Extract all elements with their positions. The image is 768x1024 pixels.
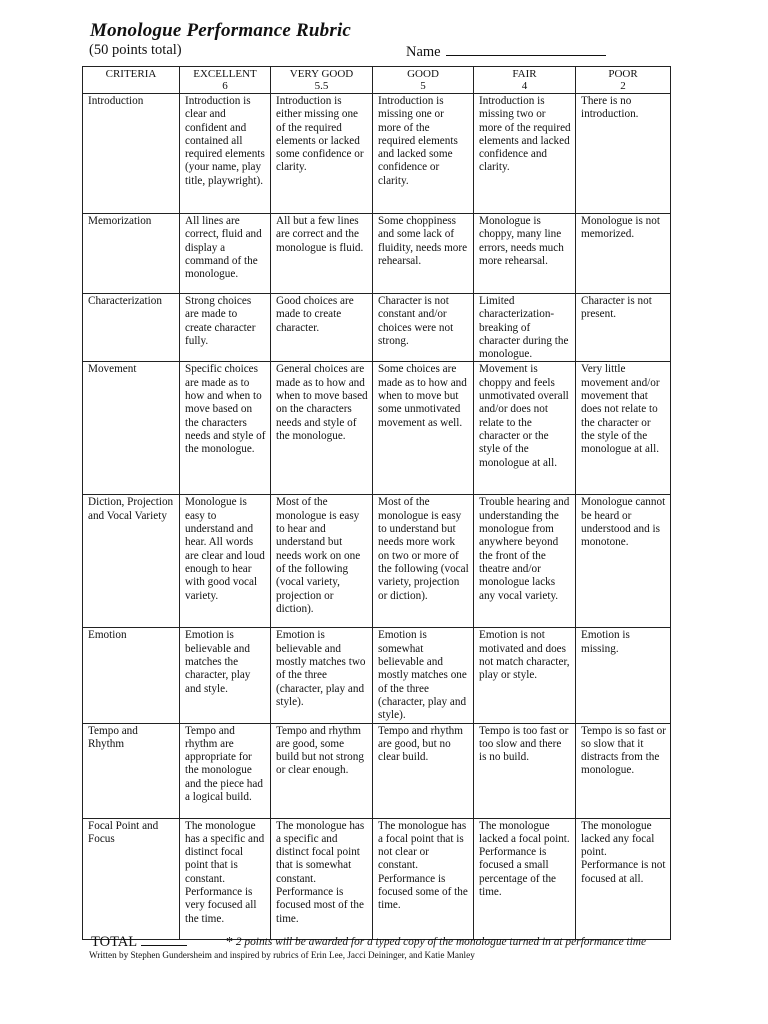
- total-label: TOTAL: [91, 934, 138, 950]
- criteria-cell: Emotion: [83, 628, 180, 723]
- fair-cell: Monologue is choppy, many line errors, needs much more rehearsal.: [474, 214, 576, 294]
- poor-cell: The monologue lacked any focal point. Performance is not focused at all.: [576, 818, 671, 939]
- good-cell: Tempo and rhythm are good, but no clear build.: [373, 723, 474, 818]
- very-good-cell: Emotion is believable and mostly matches two of the three (character, play and style).: [271, 628, 373, 723]
- good-cell: Character is not constant and/or choices were not strong.: [373, 294, 474, 362]
- fair-cell: Tempo is too fast or too slow and there is no build.: [474, 723, 576, 818]
- excellent-cell: Specific choices are made as to how and when to move based on the characters needs and style of the monologue.: [180, 362, 271, 495]
- very-good-cell: The monologue has a specific and distinct focal point that is somewhat constant. Performance is focused most of the time.: [271, 818, 373, 939]
- poor-cell: Monologue cannot be heard or understood and is monotone.: [576, 495, 671, 628]
- fair-cell: Emotion is not motivated and does not match character, play or style.: [474, 628, 576, 723]
- page-title: Monologue Performance Rubric: [90, 20, 352, 41]
- poor-cell: Emotion is missing.: [576, 628, 671, 723]
- header-poor: POOR 2: [576, 67, 671, 94]
- points-total-subtitle: (50 points total): [89, 42, 182, 58]
- row-movement: [83, 362, 671, 495]
- very-good-cell: Most of the monologue is easy to hear and understand but needs work on one of the following (vocal variety, projection or diction).: [271, 495, 373, 628]
- row-diction: [83, 495, 671, 628]
- good-cell: Emotion is somewhat believable and mostly matches one of the three (character, play and style).: [373, 628, 474, 723]
- excellent-cell: Strong choices are made to create character fully.: [180, 294, 271, 362]
- total-score-field: [91, 933, 187, 951]
- very-good-cell: Tempo and rhythm are good, some build but not strong or clear enough.: [271, 723, 373, 818]
- excellent-cell: Monologue is easy to understand and hear. All words are clear and loud enough to hear with good vocal variety.: [180, 495, 271, 628]
- criteria-cell: Tempo and Rhythm: [83, 723, 180, 818]
- typed-copy-note: [226, 935, 646, 951]
- poor-cell: Tempo is so fast or so slow that it distracts from the monologue.: [576, 723, 671, 818]
- header-excellent: EXCELLENT 6: [180, 67, 271, 94]
- good-cell: Most of the monologue is easy to understand but needs more work on two or more of the following (vocal variety, projection or diction).: [373, 495, 474, 628]
- criteria-cell: Diction, Projection and Vocal Variety: [83, 495, 180, 628]
- fair-cell: Movement is choppy and feels unmotivated overall and/or does not relate to the character or the style of the monologue at all.: [474, 362, 576, 495]
- criteria-cell: Focal Point and Focus: [83, 818, 180, 939]
- excellent-cell: All lines are correct, fluid and display a command of the monologue.: [180, 214, 271, 294]
- excellent-cell: Introduction is clear and confident and contained all required elements (your name, play title, playwright).: [180, 94, 271, 214]
- name-field: [406, 42, 606, 61]
- very-good-cell: General choices are made as to how and when to move based on the characters needs and style of the monologue.: [271, 362, 373, 495]
- good-cell: The monologue has a focal point that is not clear or constant. Performance is focused some of the time.: [373, 818, 474, 939]
- row-emotion: [83, 628, 671, 723]
- good-cell: Introduction is missing one or more of the required elements and lacked some confidence or clarity.: [373, 94, 474, 214]
- excellent-cell: Tempo and rhythm are appropriate for the monologue and the piece had a logical build.: [180, 723, 271, 818]
- fair-cell: Limited characterization- breaking of character during the monologue.: [474, 294, 576, 362]
- poor-cell: Monologue is not memorized.: [576, 214, 671, 294]
- excellent-cell: Emotion is believable and matches the character, play and style.: [180, 628, 271, 723]
- row-introduction: [83, 94, 671, 214]
- criteria-cell: Characterization: [83, 294, 180, 362]
- very-good-cell: Good choices are made to create character.: [271, 294, 373, 362]
- row-focal-point: [83, 818, 671, 939]
- very-good-cell: Introduction is either missing one of the required elements or lacked some confidence or clarity.: [271, 94, 373, 214]
- header-fair: FAIR 4: [474, 67, 576, 94]
- excellent-cell: The monologue has a specific and distinct focal point that is constant. Performance is very focused all the time.: [180, 818, 271, 939]
- poor-cell: Character is not present.: [576, 294, 671, 362]
- fair-cell: Introduction is missing two or more of the required elements and lacked confidence and clarity.: [474, 94, 576, 214]
- note-asterisk: *: [226, 935, 233, 950]
- total-blank-line: [141, 933, 187, 946]
- header-good: GOOD 5: [373, 67, 474, 94]
- criteria-cell: Memorization: [83, 214, 180, 294]
- fair-cell: Trouble hearing and understanding the monologue from anywhere beyond the front of the theatre and/or monologue lacks any vocal variety.: [474, 495, 576, 628]
- row-tempo: [83, 723, 671, 818]
- note-text: 2 points will be awarded for a typed copy of the monologue turned in at performance time: [235, 936, 647, 948]
- header-criteria: CRITERIA: [83, 67, 180, 94]
- header-very-good: VERY GOOD 5.5: [271, 67, 373, 94]
- criteria-cell: Introduction: [83, 94, 180, 214]
- row-characterization: [83, 294, 671, 362]
- fair-cell: The monologue lacked a focal point. Performance is focused a small percentage of the time.: [474, 818, 576, 939]
- poor-cell: There is no introduction.: [576, 94, 671, 214]
- name-label: Name: [406, 44, 441, 60]
- good-cell: Some choices are made as to how and when to move but some unmotivated movement as well.: [373, 362, 474, 495]
- criteria-cell: Movement: [83, 362, 180, 495]
- rubric-table: [82, 66, 671, 940]
- poor-cell: Very little movement and/or movement that does not relate to the character or the style of the monologue at all.: [576, 362, 671, 495]
- credits-line: Written by Stephen Gundersheim and inspired by rubrics of Erin Lee, Jacci Deininger, and Katie Manley: [89, 950, 475, 960]
- very-good-cell: All but a few lines are correct and the monologue is fluid.: [271, 214, 373, 294]
- name-blank-line: [446, 42, 606, 56]
- row-memorization: [83, 214, 671, 294]
- good-cell: Some choppiness and some lack of fluidity, needs more rehearsal.: [373, 214, 474, 294]
- header-row: [83, 67, 671, 94]
